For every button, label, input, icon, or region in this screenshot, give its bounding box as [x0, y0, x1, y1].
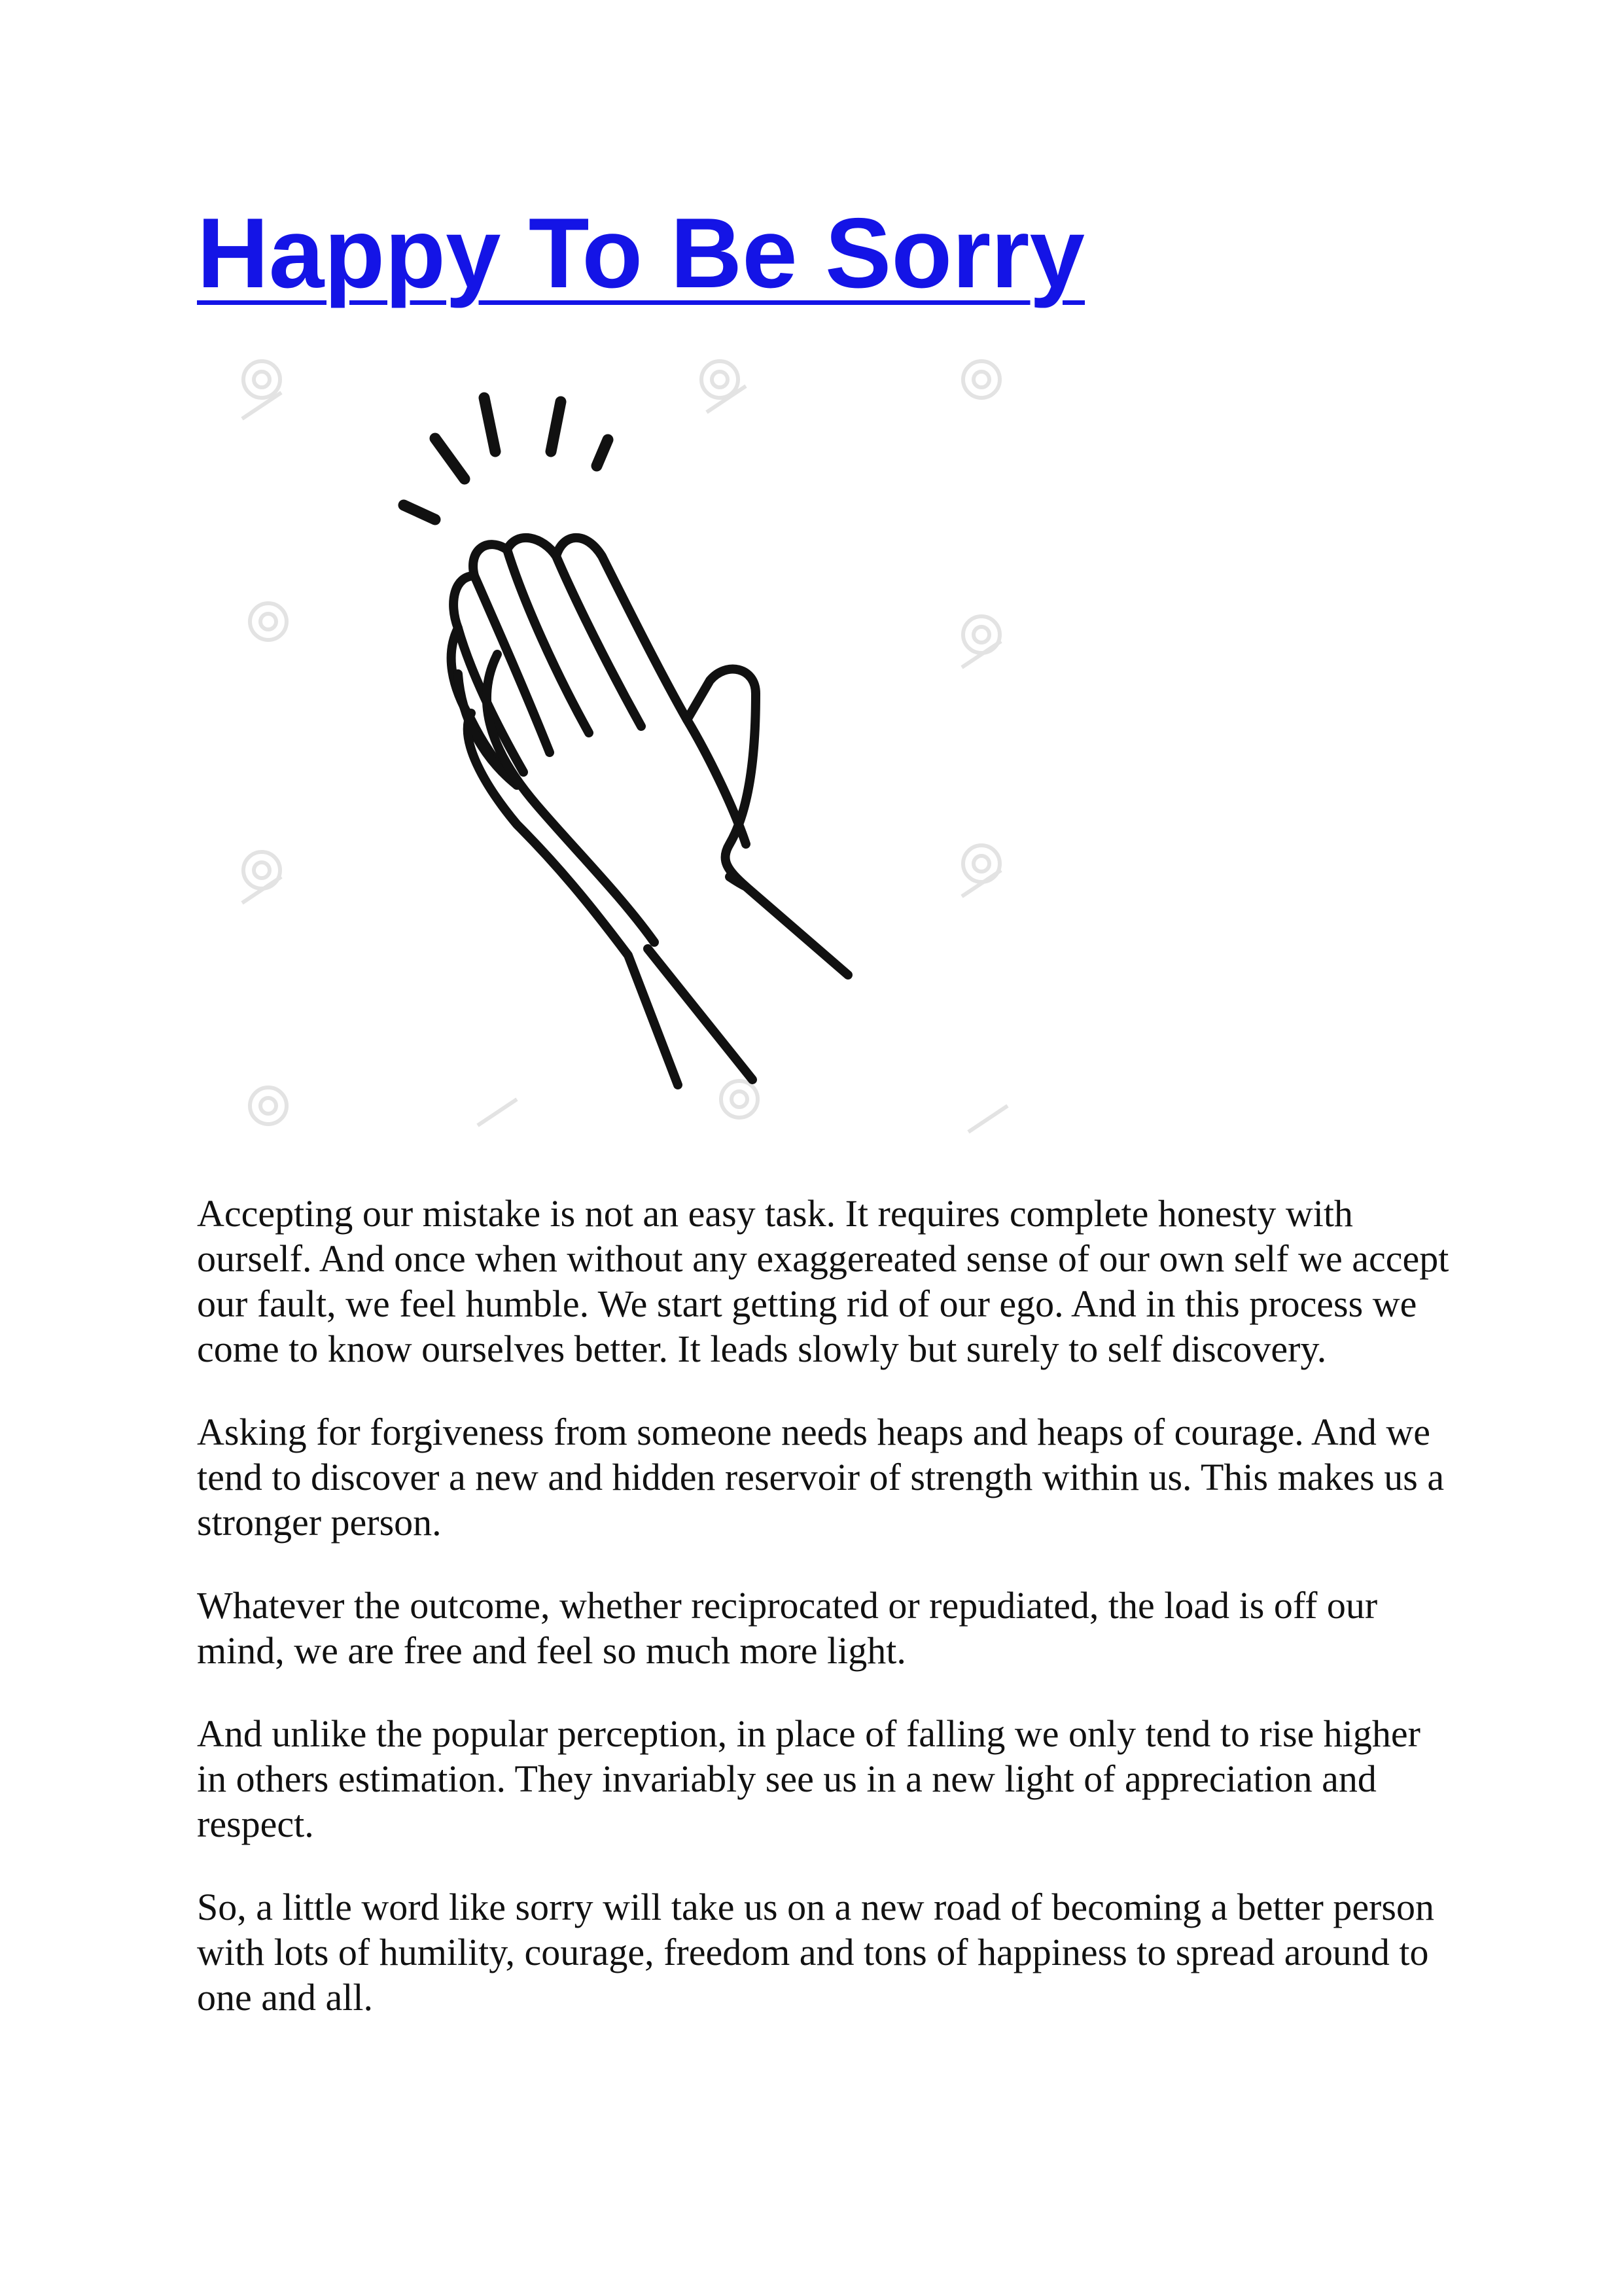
- page-title-link[interactable]: Happy To Be Sorry: [197, 198, 1085, 309]
- praying-hands-icon: [196, 327, 1060, 1152]
- motion-lines: [404, 398, 608, 520]
- watermark-pattern: [242, 361, 1008, 1132]
- paragraph-3: Whatever the outcome, whether reciprocated or repudiated, the load is off our mind, we are free and feel so much more light.: [197, 1584, 1378, 1672]
- paragraph-4: And unlike the popular perception, in place of falling we only tend to rise higher in others estimation. They invariably see us in a new light of appreciation and respect.: [197, 1712, 1420, 1845]
- paragraph-1: Accepting our mistake is not an easy task. It requires complete honesty with ourself. And once when without any exaggereated sense of our own self we accept our fault, we feel humble. We start getting rid of our ego. And in this process we come to know ourselves better. It leads slowly but surely to self discovery.: [197, 1192, 1449, 1370]
- paragraph-5: So, a little word like sorry will take us on a new road of becoming a better person with lots of humility, courage, freedom and tons of happiness to spread around to one and all.: [197, 1886, 1434, 2019]
- hands-outline: [451, 538, 848, 1085]
- article-body: [197, 1191, 1453, 2058]
- paragraph-2: Asking for forgiveness from someone needs heaps and heaps of courage. And we tend to discover a new and hidden reservoir of strength within us. This makes us a stronger person.: [197, 1411, 1445, 1544]
